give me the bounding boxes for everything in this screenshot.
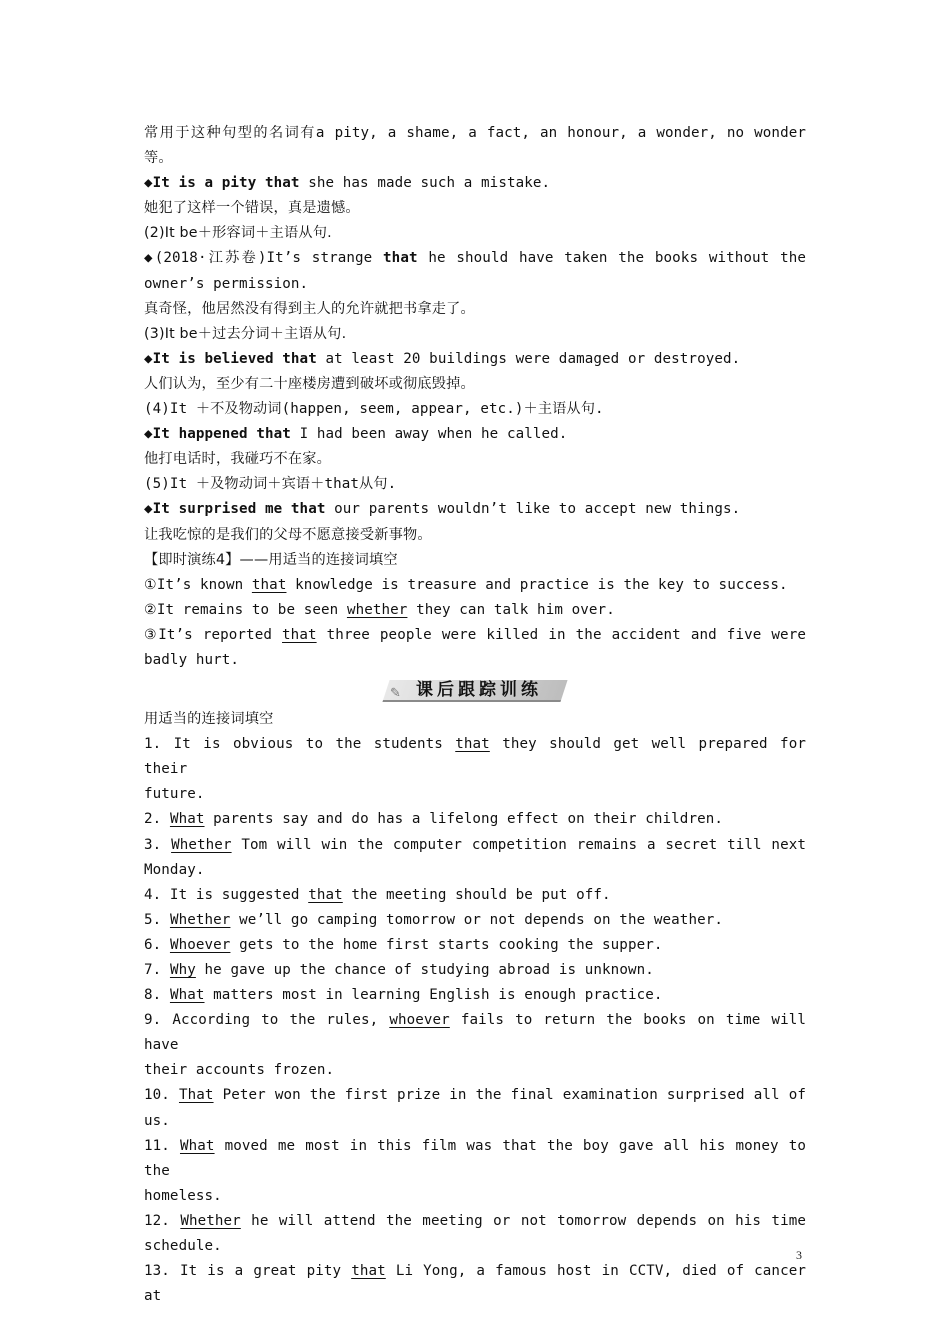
- text-span: 常用于这种句型的名词有a pity, a shame, a fact, an honour, a wonder, no wonder: [144, 125, 806, 141]
- answer-blank: What: [169, 811, 205, 828]
- text-line: [144, 883, 806, 908]
- text-line: [144, 648, 806, 673]
- text-span: 10.: [144, 1087, 179, 1104]
- text-span: 真奇怪，他居然没有得到主人的允许就把书拿走了。: [144, 300, 475, 317]
- text-span: schedule.: [144, 1238, 222, 1255]
- text-line: [144, 908, 806, 933]
- text-span: 4. It is suggested: [144, 886, 309, 903]
- text-line: [144, 1234, 806, 1259]
- text-span: 13. It is a great pity: [144, 1263, 352, 1280]
- text-line: [144, 497, 806, 522]
- banner-title: 课后跟踪训练: [416, 679, 542, 700]
- text-span: 12.: [144, 1212, 181, 1229]
- text-span: Monday.: [144, 861, 205, 878]
- page-body: [144, 121, 806, 1309]
- text-span: 2.: [144, 811, 170, 828]
- text-line: [144, 1008, 806, 1058]
- text-line: [144, 1058, 806, 1083]
- text-line: [144, 171, 806, 196]
- text-span: (5)It ＋及物动词＋宾语＋that从句.: [144, 476, 397, 493]
- text-span: 等。: [144, 150, 173, 167]
- text-line: [144, 347, 806, 372]
- text-line: [144, 782, 806, 807]
- text-line: [144, 372, 806, 397]
- answer-blank: that: [351, 1263, 386, 1280]
- text-span: 他打电话时，我碰巧不在家。: [144, 451, 332, 468]
- text-span: Tom will win the computer competition remains a secret till next: [231, 836, 806, 853]
- text-span: future.: [144, 786, 205, 803]
- text-span: 1. It is obvious to the students: [144, 736, 456, 753]
- text-line: [144, 472, 806, 497]
- text-span: their accounts frozen.: [144, 1062, 335, 1079]
- text-span: fails to return the books on time will have: [144, 1012, 806, 1054]
- text-span: the meeting should be put off.: [342, 886, 611, 903]
- text-span: she has made such a mistake.: [299, 175, 551, 192]
- text-line: [144, 1184, 806, 1209]
- text-line: [144, 397, 806, 422]
- text-span: (4)It ＋不及物动词(happen, seem, appear, etc.)＋主语从句.: [144, 401, 604, 418]
- answer-blank: What: [179, 1137, 215, 1154]
- bold-pattern: ◆It happened that: [144, 426, 291, 443]
- text-line: [144, 807, 806, 832]
- text-span: 7.: [144, 962, 170, 978]
- text-span: Peter won the first prize in the final examination surprised all of: [213, 1087, 806, 1104]
- text-span: (2)It be＋形容词＋主语从句.: [144, 225, 332, 242]
- text-line: [144, 858, 806, 883]
- answer-blank: That: [178, 1087, 214, 1104]
- page-number: 3: [796, 1248, 802, 1262]
- text-span: 3.: [144, 836, 172, 853]
- answer-blank: What: [169, 987, 205, 1004]
- text-line: [144, 447, 806, 472]
- text-span: 【即时演练4】——用适当的连接词填空: [144, 551, 398, 568]
- text-line: [144, 598, 806, 623]
- answer-blank: whether: [346, 601, 408, 618]
- text-line: [144, 1259, 806, 1309]
- text-line: [144, 297, 806, 322]
- text-span: he gave up the chance of studying abroad is unknown.: [195, 962, 654, 978]
- text-line: [144, 1083, 806, 1108]
- text-line: [144, 623, 806, 648]
- text-span: us.: [144, 1112, 170, 1129]
- text-span: three people were killed in the accident and five were: [316, 626, 806, 643]
- text-line: [144, 246, 806, 271]
- text-span: Li Yong, a famous host in CCTV, died of cancer at: [144, 1263, 806, 1305]
- answer-blank: that: [455, 736, 490, 753]
- answer-blank: Why: [169, 962, 196, 978]
- text-line: [144, 272, 806, 297]
- text-span: 让我吃惊的是我们的父母不愿意接受新事物。: [144, 526, 432, 543]
- text-span: 人们认为，至少有二十座楼房遭到破坏或彻底毁掉。: [144, 375, 475, 392]
- text-line: [144, 707, 806, 732]
- text-span: he should have taken the books without the: [417, 250, 806, 267]
- text-line: [144, 422, 806, 447]
- answer-blank: Whether: [171, 836, 232, 853]
- text-span: owner’s permission.: [144, 275, 309, 292]
- answer-blank: whoever: [389, 1012, 450, 1029]
- text-span: 她犯了这样一个错误，真是遗憾。: [144, 200, 360, 217]
- bold-pattern: ◆It is believed that: [144, 350, 317, 367]
- text-line: [144, 548, 806, 573]
- text-line: [144, 573, 806, 598]
- text-span: ③It’s reported: [144, 626, 283, 643]
- text-span: 用适当的连接词填空: [144, 711, 274, 728]
- answer-blank: Whether: [169, 911, 231, 928]
- text-span: parents say and do has a lifelong effect on their children.: [204, 811, 724, 828]
- text-line: [144, 221, 806, 246]
- text-span: I had been away when he called.: [290, 426, 568, 443]
- text-line: [144, 958, 806, 983]
- text-span: ②It remains to be seen: [144, 601, 347, 618]
- answer-blank: that: [282, 626, 317, 643]
- text-line: [144, 933, 806, 958]
- text-span: our parents wouldn’t like to accept new things.: [325, 501, 741, 518]
- text-span: knowledge is treasure and practice is the key to success.: [286, 576, 788, 593]
- text-span: ①It’s known: [144, 576, 252, 593]
- pen-icon: ✎: [390, 686, 401, 702]
- text-span: we’ll go camping tomorrow or not depends on the weather.: [230, 911, 724, 928]
- text-span: 8.: [144, 987, 170, 1004]
- text-span: they can talk him over.: [407, 601, 615, 618]
- text-span: moved me most in this film was that the boy gave all his money to the: [144, 1137, 806, 1179]
- text-line: [144, 732, 806, 782]
- bold-pattern: ◆It surprised me that: [144, 501, 326, 518]
- bold-pattern: that: [383, 250, 418, 267]
- text-span: he will attend the meeting or not tomorrow depends on his time: [240, 1212, 806, 1229]
- text-span: 9. According to the rules,: [144, 1012, 390, 1029]
- text-line: [144, 322, 806, 347]
- text-line: [144, 1134, 806, 1184]
- answer-blank: Whether: [180, 1212, 241, 1229]
- text-line: [144, 833, 806, 858]
- text-line: [144, 1109, 806, 1134]
- text-span: badly hurt.: [144, 651, 240, 668]
- answer-blank: that: [308, 886, 343, 903]
- text-line: [144, 523, 806, 548]
- text-line: [144, 1209, 806, 1234]
- text-span: homeless.: [144, 1187, 222, 1204]
- text-span: gets to the home first starts cooking the supper.: [230, 936, 663, 953]
- text-span: 5.: [144, 911, 170, 928]
- text-span: 11.: [144, 1137, 180, 1154]
- text-line: [144, 983, 806, 1008]
- text-line: [144, 121, 806, 146]
- text-span: they should get well prepared for their: [144, 736, 806, 778]
- text-span: matters most in learning English is enough practice.: [204, 987, 663, 1004]
- text-span: (3)It be＋过去分词＋主语从句.: [144, 325, 347, 342]
- text-span: ◆(2018·江苏卷)It’s strange: [144, 250, 384, 267]
- bold-pattern: ◆It is a pity that: [144, 175, 300, 192]
- text-line: [144, 146, 806, 171]
- answer-blank: that: [251, 576, 287, 593]
- answer-blank: Whoever: [169, 936, 231, 953]
- text-line: [144, 196, 806, 221]
- text-span: 6.: [144, 936, 170, 953]
- text-span: at least 20 buildings were damaged or destroyed.: [316, 350, 741, 367]
- section-banner: [144, 673, 806, 707]
